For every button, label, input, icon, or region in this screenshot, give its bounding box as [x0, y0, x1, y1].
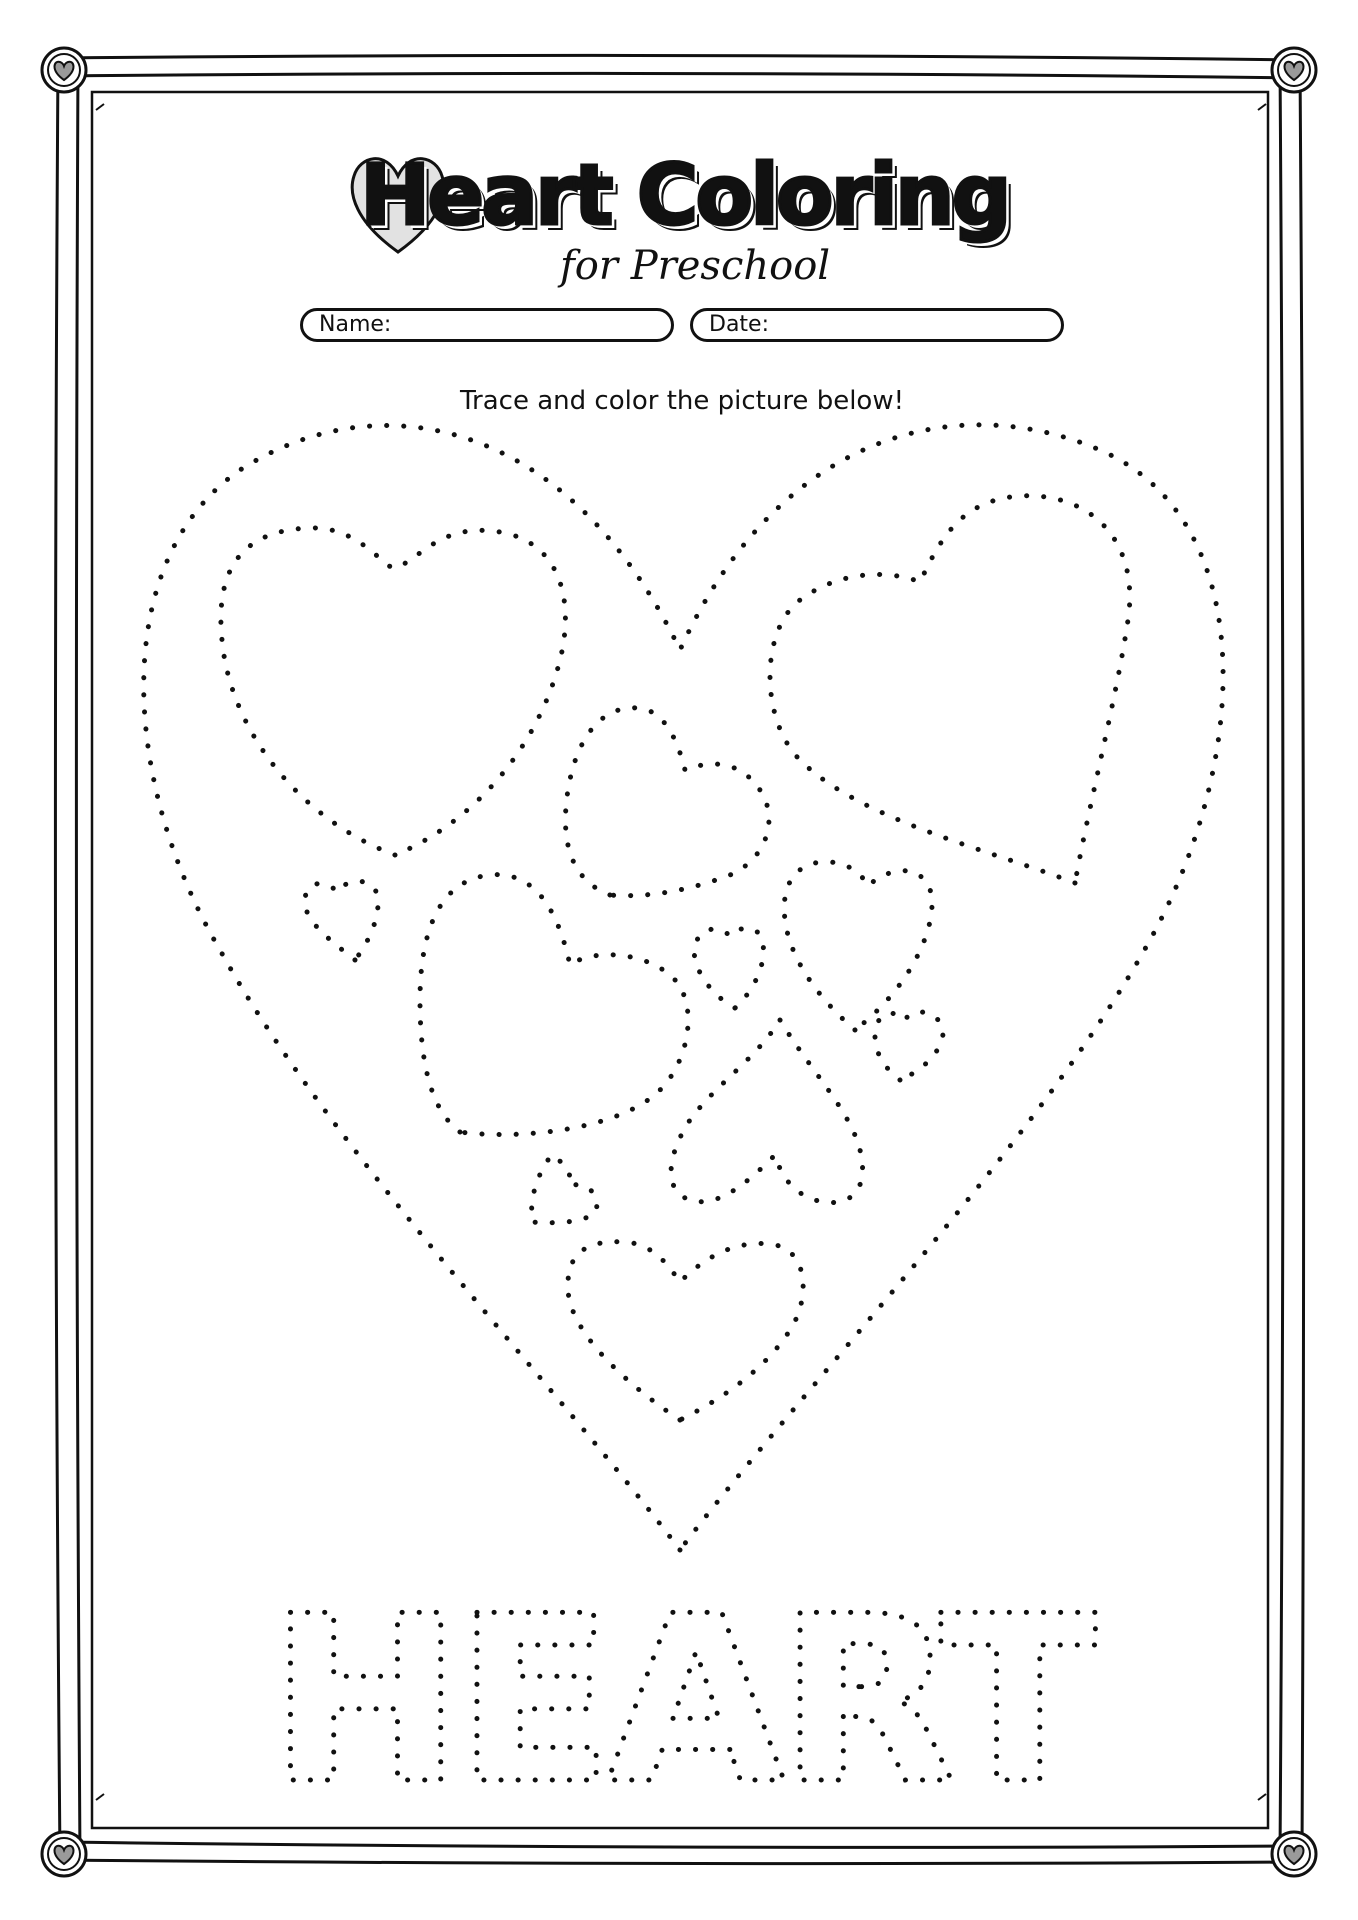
heart-top-left: [221, 528, 566, 855]
heart-small-left: [305, 881, 378, 960]
outer-heart-outline: [144, 425, 1223, 1550]
page-subtitle: for Preschool: [560, 243, 831, 289]
name-label: Name:: [319, 312, 392, 337]
heart-bottom: [568, 1242, 803, 1420]
heart-small-center: [694, 928, 763, 1008]
heart-left-middle: [420, 875, 688, 1135]
heart-right-middle: [784, 862, 932, 1030]
trace-word: HEART: [269, 1568, 1091, 1835]
heart-lower-center: [671, 1020, 863, 1203]
heart-center-upper: [565, 708, 769, 896]
page-title: Heart Coloring: [360, 146, 1009, 244]
date-label: Date:: [709, 312, 769, 337]
heart-small-lower-left: [532, 1159, 597, 1222]
heart-top-right: [770, 496, 1130, 883]
heart-small-right: [875, 1012, 943, 1080]
instruction-text: Trace and color the picture below!: [459, 386, 905, 416]
